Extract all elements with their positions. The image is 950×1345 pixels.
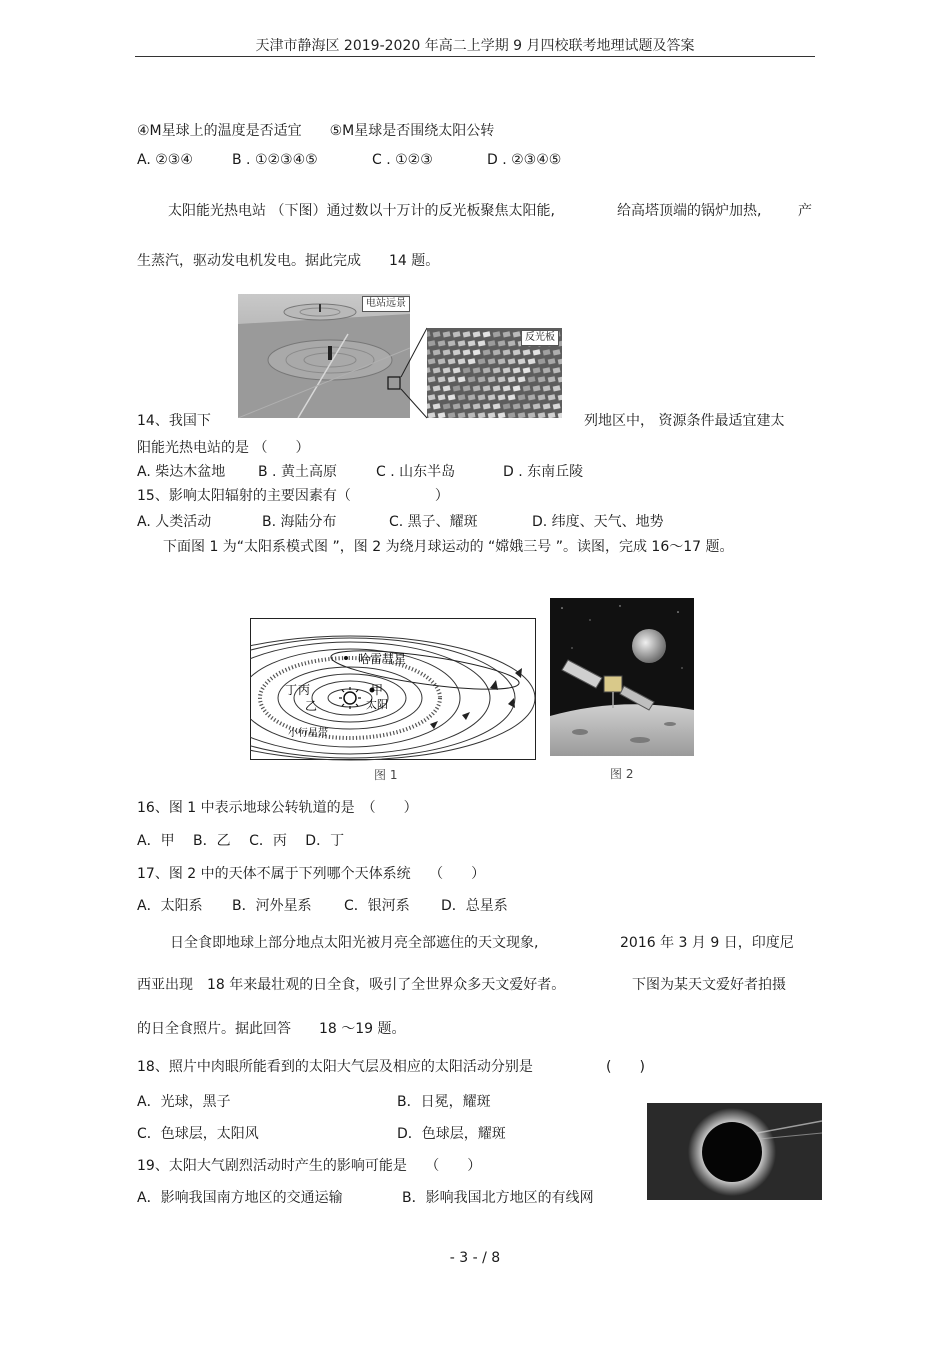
intro16-line: 下面图 1 为“太阳系模式图 ”，图 2 为绕月球运动的 “嫦娥三号 ”。读图，完成 16～17 题。 xyxy=(163,539,734,555)
intro18-line3: 的日全食照片。据此回答 18 ～19 题。 xyxy=(137,1021,406,1037)
q16-options: A．甲 B．乙 C．丙 D．丁 xyxy=(137,833,345,849)
q16-stem: 16、图 1 中表示地球公转轨道的是 （ ） xyxy=(137,800,418,816)
solar-system-diagram xyxy=(250,618,536,761)
q17-option-b: B．河外星系 xyxy=(232,898,312,914)
q14-option-d: D . 东南丘陵 xyxy=(503,464,584,480)
moon-disk xyxy=(702,1122,762,1182)
label-asteroid-belt: 小行星带 xyxy=(288,728,328,739)
q13-option-a: A. ②③④ xyxy=(137,152,193,168)
q18-answer-paren: ( ) xyxy=(606,1059,645,1075)
q15-option-d: D. 纬度、天气、地势 xyxy=(532,514,664,530)
intro14-line1-c: 产 xyxy=(798,203,812,219)
figure2-caption: 图 2 xyxy=(610,767,634,781)
q18-option-d: D．色球层，耀斑 xyxy=(397,1126,506,1142)
figure1-caption: 图 1 xyxy=(374,768,398,782)
q17-option-c: C．银河系 xyxy=(344,898,410,914)
label-jia: 甲 xyxy=(371,683,384,697)
q15-option-a: A. 人类活动 xyxy=(137,514,212,530)
q13-option-c: C . ①②③ xyxy=(372,152,433,168)
q17-option-a: A．太阳系 xyxy=(137,898,203,914)
header-rule xyxy=(135,56,815,57)
q19-option-a: A．影响我国南方地区的交通运输 xyxy=(137,1190,343,1206)
change3-photo xyxy=(550,598,694,756)
q15-option-c: C. 黑子、耀斑 xyxy=(389,514,478,530)
q14-option-a: A. 柴达木盆地 xyxy=(137,464,226,480)
label-comet: 哈雷彗星 xyxy=(358,652,407,666)
q18-option-c: C．色球层，太阳风 xyxy=(137,1126,259,1142)
earth-image xyxy=(632,629,666,663)
label-sun: 太阳 xyxy=(366,698,388,711)
q17-stem: 17、图 2 中的天体不属于下列哪个天体系统 （ ） xyxy=(137,866,486,882)
label-bing: 丙 xyxy=(298,683,311,697)
q14-stem-right: 列地区中， 资源条件最适宜建太 xyxy=(584,413,785,429)
intro14-line1-a: 太阳能光热电站 （下图）通过数以十万计的反光板聚焦太阳能, xyxy=(168,203,555,219)
q19-stem: 19、太阳大气剧烈活动时产生的影响可能是 （ ） xyxy=(137,1158,482,1174)
label-ding: 丁 xyxy=(285,683,298,697)
moon-surface-image xyxy=(550,704,694,756)
q14-option-b: B . 黄土高原 xyxy=(258,464,337,480)
intro18-line1-a: 日全食即地球上部分地点太阳光被月亮全部遮住的天文现象, xyxy=(170,935,539,951)
q13-option-d: D . ②③④⑤ xyxy=(487,152,562,168)
intro14-line1-b: 给高塔顶端的锅炉加热, xyxy=(617,203,762,219)
comet-nucleus-dot xyxy=(344,656,348,660)
intro18-line2-b: 下图为某天文爱好者拍摄 xyxy=(632,977,786,993)
q14-stem-left: 14、我国下 xyxy=(137,413,211,429)
q14-option-c: C . 山东半岛 xyxy=(376,464,456,480)
q17-option-d: D．总星系 xyxy=(441,898,508,914)
page-header: 天津市静海区 2019-2020 年高二上学期 9 月四校联考地理试题及答案 xyxy=(255,38,695,54)
intro18-line2-a: 西亚出现 18 年来最壮观的日全食，吸引了全世界众多天文爱好者。 xyxy=(137,977,566,993)
q13-statement-line: ④M星球上的温度是否适宜 ⑤M星球是否围绕太阳公转 xyxy=(137,123,495,139)
panel-photo-label: 反光板 xyxy=(521,330,559,346)
q14-stem-line2: 阳能光热电站的是 （ ） xyxy=(137,440,310,456)
solar-station-image xyxy=(238,294,410,418)
q18-option-a: A．光球，黑子 xyxy=(137,1094,231,1110)
q15-option-b: B. 海陆分布 xyxy=(262,514,337,530)
q13-option-b: B . ①②③④⑤ xyxy=(232,152,318,168)
solar-eclipse-photo xyxy=(647,1103,822,1200)
page-number: - 3 - / 8 xyxy=(449,1250,501,1266)
intro14-line2: 生蒸汽，驱动发电机发电。据此完成 14 题。 xyxy=(137,253,440,269)
reflector-panels-photo xyxy=(427,328,562,418)
q19-option-b: B．影响我国北方地区的有线网 xyxy=(402,1190,594,1206)
zoom-connector-lines xyxy=(398,326,428,420)
q18-stem: 18、照片中肉眼所能看到的太阳大气层及相应的太阳活动分别是 xyxy=(137,1059,533,1075)
solar-station-photo xyxy=(238,294,410,418)
q15-stem: 15、影响太阳辐射的主要因素有（ ） xyxy=(137,488,449,504)
q18-option-b: B．日冕，耀斑 xyxy=(397,1094,491,1110)
label-yi: 乙 xyxy=(305,699,318,713)
station-photo-label: 电站远景 xyxy=(362,296,410,312)
intro18-line1-b: 2016 年 3 月 9 日，印度尼 xyxy=(620,935,794,951)
